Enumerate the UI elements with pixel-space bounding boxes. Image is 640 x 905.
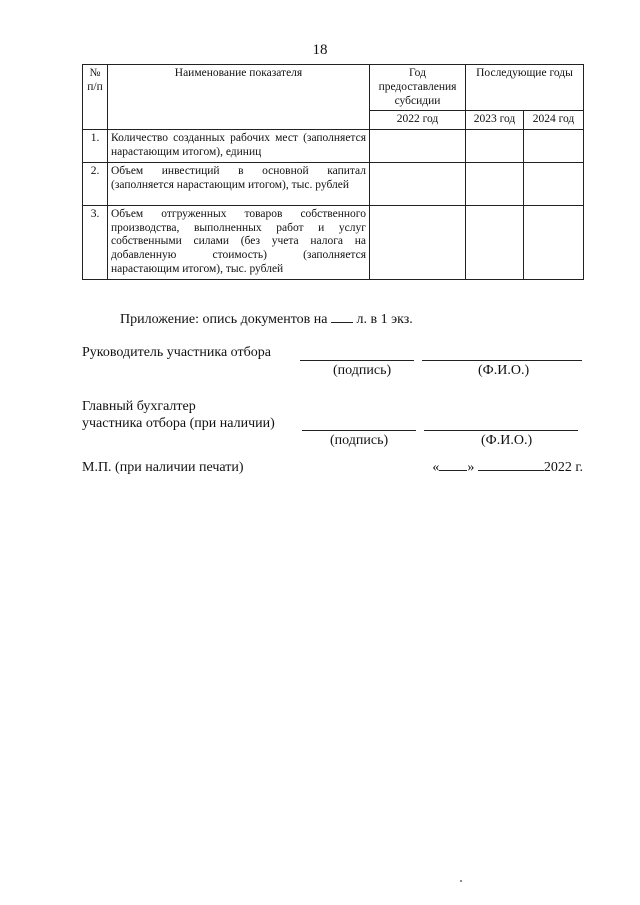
- accountant-signature-caption: (подпись): [330, 433, 389, 448]
- cell-2022[interactable]: [370, 162, 466, 205]
- seal-row: [82, 460, 583, 476]
- cell-2022[interactable]: [370, 205, 466, 279]
- table-header-row: [83, 65, 584, 111]
- row-num: 1.: [83, 130, 108, 163]
- cell-2023[interactable]: [466, 162, 524, 205]
- scan-speck: [460, 880, 462, 882]
- head-fio-line[interactable]: [422, 360, 582, 361]
- header-2024: 2024 год: [524, 111, 584, 130]
- cell-2024[interactable]: [524, 130, 584, 163]
- attachment-suffix: л. в 1 экз.: [356, 312, 413, 327]
- cell-2023[interactable]: [466, 205, 524, 279]
- header-2022: 2022 год: [370, 111, 466, 130]
- header-name: Наименование показателя: [108, 65, 370, 130]
- accountant-label-1: Главный бухгалтер: [82, 399, 196, 414]
- header-2023: 2023 год: [466, 111, 524, 130]
- accountant-label-2: участника отбора (при наличии): [82, 416, 275, 431]
- accountant-fio-line[interactable]: [424, 430, 578, 431]
- table-row: [83, 130, 584, 163]
- head-signature-caption: (подпись): [333, 363, 392, 378]
- row-name: Объем отгруженных товаров собственного производства, выполненных работ и услуг собственными силами (без учета налога на добавленную стоимость) (заполняется нарастающим итогом), тыс. рублей: [108, 205, 370, 279]
- row-num: 3.: [83, 205, 108, 279]
- date-year: 2022 г.: [543, 460, 583, 475]
- table-row: [83, 205, 584, 279]
- cell-2022[interactable]: [370, 130, 466, 163]
- date-day-blank[interactable]: [439, 470, 467, 471]
- header-num: № п/п: [83, 65, 108, 130]
- head-label: Руководитель участника отбора: [82, 345, 271, 360]
- head-fio-caption: (Ф.И.О.): [478, 363, 530, 378]
- date-field: [432, 460, 583, 476]
- date-quote-close: »: [467, 460, 475, 475]
- page-number: 18: [312, 42, 328, 58]
- attachment-line: [120, 312, 413, 328]
- cell-2024[interactable]: [524, 162, 584, 205]
- accountant-fio-caption: (Ф.И.О.): [481, 433, 533, 448]
- date-month-blank[interactable]: [478, 470, 544, 471]
- date-quote-open: «: [432, 460, 440, 475]
- head-signature-line[interactable]: [300, 360, 414, 361]
- attachment-prefix: Приложение: опись документов на: [120, 312, 328, 327]
- row-name: Количество созданных рабочих мест (заполняется нарастающим итогом), единиц: [108, 130, 370, 163]
- row-name: Объем инвестиций в основной капитал (заполняется нарастающим итогом), тыс. рублей: [108, 162, 370, 205]
- header-year-group: Год предоставления субсидии: [370, 65, 466, 111]
- cell-2024[interactable]: [524, 205, 584, 279]
- attachment-pages-blank[interactable]: [331, 322, 353, 323]
- row-num: 2.: [83, 162, 108, 205]
- indicators-table: [82, 64, 584, 280]
- cell-2023[interactable]: [466, 130, 524, 163]
- table-row: [83, 162, 584, 205]
- header-following-years: Последующие годы: [466, 65, 584, 111]
- seal-label: М.П. (при наличии печати): [82, 460, 244, 475]
- accountant-signature-line[interactable]: [302, 430, 416, 431]
